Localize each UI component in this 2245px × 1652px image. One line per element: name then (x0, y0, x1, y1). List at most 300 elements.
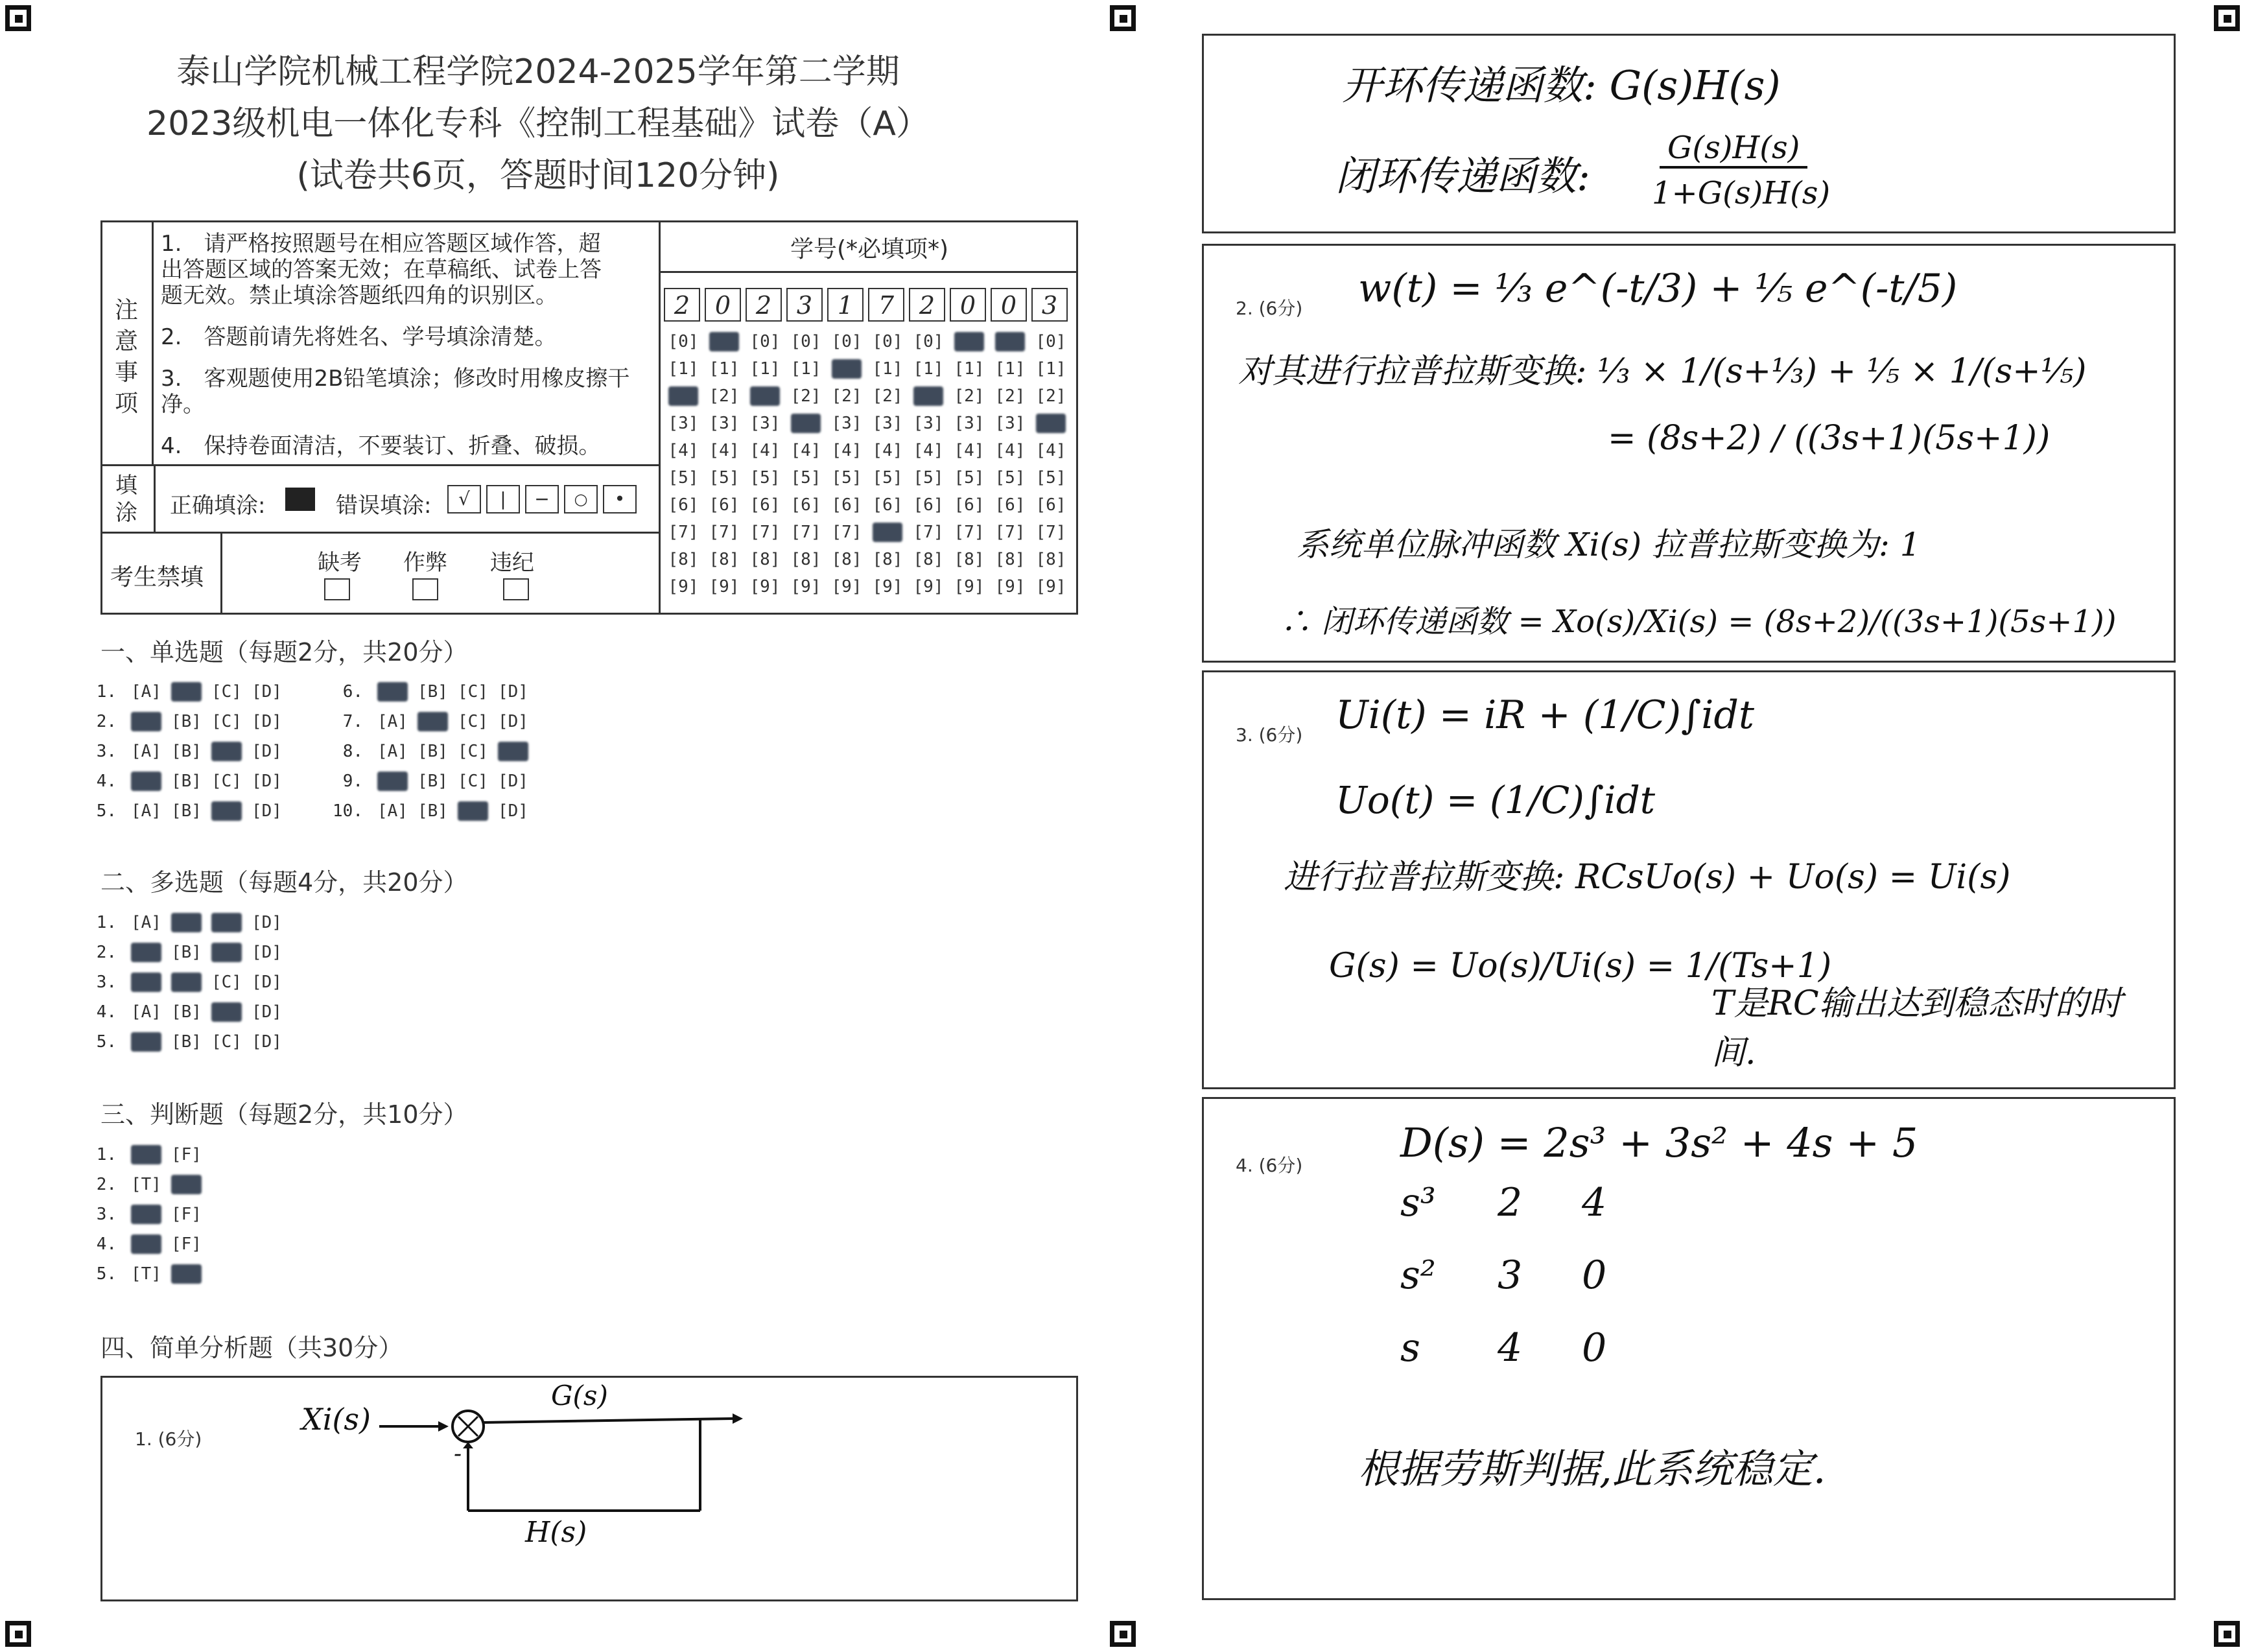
answer-row[interactable] (324, 772, 538, 797)
answer-bubble[interactable]: [C] (458, 772, 488, 791)
q4-score: 4. (6分) (1236, 1155, 1303, 1176)
exam-title-line3: (试卷共6页，答题时间120分钟) (296, 156, 780, 195)
student-id-bubble[interactable]: [1] (790, 359, 821, 379)
q4-conclusion: 根据劳斯判据,此系统稳定. (1358, 1445, 1826, 1493)
student-id-bubble[interactable]: [4] (994, 441, 1026, 460)
filled-bubble (131, 1234, 161, 1254)
answer-bubble[interactable]: [B] (417, 682, 448, 702)
student-id-title: 学号(*必填项*) (790, 236, 949, 263)
student-id-bubble[interactable]: [3] (872, 414, 903, 433)
student-id-bubble[interactable]: [0] (1035, 332, 1066, 351)
filled-bubble (377, 682, 408, 702)
student-id-bubble[interactable]: [7] (954, 523, 985, 542)
answer-bubble[interactable] (377, 682, 417, 702)
student-id-digit: 7 (868, 288, 904, 322)
answer-bubble[interactable] (131, 973, 171, 992)
filled-bubble (954, 332, 985, 351)
student-id-bubble[interactable]: [9] (790, 577, 821, 596)
student-id-bubble[interactable]: [2] (872, 386, 903, 406)
student-id-bubble[interactable] (746, 386, 784, 406)
closed-loop-tf-denominator: 1+G(s)H(s) (1652, 175, 1831, 211)
student-id-bubble[interactable]: [9] (994, 577, 1026, 596)
student-id-bubble[interactable]: [6] (749, 495, 781, 515)
filled-bubble (995, 332, 1026, 351)
student-id-bubble[interactable]: [2] (954, 386, 985, 406)
question-number: 4. (96, 1002, 117, 1022)
answer-bubble[interactable]: [A] (377, 742, 408, 761)
answer-row[interactable] (78, 801, 292, 827)
answer-bubble[interactable] (211, 742, 252, 761)
student-id-bubble[interactable]: [5] (790, 468, 821, 488)
student-id-bubble[interactable]: [1] (709, 359, 740, 379)
answer-bubble[interactable]: [C] (458, 682, 488, 702)
student-id-bubble[interactable]: [2] (790, 386, 821, 406)
student-id-bubble[interactable]: [6] (994, 495, 1026, 515)
answer-row[interactable] (78, 712, 292, 738)
answer-row[interactable] (78, 682, 292, 708)
filled-bubble (131, 943, 161, 962)
student-id-bubble[interactable]: [0] (831, 332, 862, 351)
input-arrowhead (438, 1421, 449, 1432)
corner-mark-top-left (5, 5, 31, 31)
student-id-digit: 0 (705, 288, 741, 322)
student-id-bubble[interactable]: [5] (1035, 468, 1066, 488)
student-id-bubble[interactable]: [9] (913, 577, 944, 596)
student-id-bubble[interactable]: [7] (749, 523, 781, 542)
student-id-bubble[interactable]: [3] (954, 414, 985, 433)
answer-row[interactable] (78, 1264, 211, 1290)
question-number: 7. (342, 712, 363, 731)
q4-characteristic-eq: D(s) = 2s³ + 3s² + 4s + 5 (1400, 1119, 1918, 1166)
student-id-bubble[interactable]: [5] (668, 468, 699, 488)
student-id-bubble[interactable]: [6] (1035, 495, 1066, 515)
student-id-bubble[interactable]: [8] (913, 550, 944, 569)
answer-bubble[interactable]: [C] (211, 772, 242, 791)
student-id-bubble[interactable]: [6] (831, 495, 862, 515)
student-id-bubble[interactable]: [3] (994, 414, 1026, 433)
answer-row[interactable] (78, 1002, 292, 1028)
corner-mark-bottom-center (1110, 1621, 1136, 1647)
answer-row[interactable] (324, 712, 538, 738)
question-number: 1. (96, 1145, 117, 1164)
student-id-bubble[interactable]: [3] (749, 414, 781, 433)
student-id-bubble[interactable] (664, 386, 703, 406)
routh-cell: s² (1400, 1253, 1436, 1298)
answer-bubble[interactable]: [C] (211, 1032, 242, 1052)
answer-bubble[interactable]: [A] (131, 913, 161, 932)
student-id-bubble[interactable]: [2] (831, 386, 862, 406)
student-id-bubble[interactable]: [1] (954, 359, 985, 379)
student-id-bubble[interactable]: [9] (954, 577, 985, 596)
question-number: 4. (96, 772, 117, 791)
q2-line-2: 对其进行拉普拉斯变换: ⅓ × 1/(s+⅓) + ⅕ × 1/(s+⅕) (1238, 352, 2087, 391)
answer-bubble[interactable] (131, 1234, 171, 1254)
answer-bubble[interactable]: [B] (417, 772, 448, 791)
student-id-bubble[interactable]: [9] (668, 577, 699, 596)
answer-bubble[interactable]: [B] (171, 943, 202, 962)
student-id-bubble[interactable] (868, 523, 907, 542)
student-id-bubble[interactable]: [9] (709, 577, 740, 596)
student-id-bubble[interactable]: [7] (913, 523, 944, 542)
student-id-bubble[interactable]: [5] (994, 468, 1026, 488)
student-id-bubble[interactable]: [1] (668, 359, 699, 379)
output-arrowhead (733, 1413, 743, 1424)
filled-bubble (131, 712, 161, 731)
answer-bubble[interactable] (131, 772, 171, 791)
exam-title-line1: 泰山学院机械工程学院2024-2025学年第二学期 (176, 53, 900, 91)
answer-bubble[interactable]: [D] (252, 772, 282, 791)
answer-bubble[interactable] (211, 1002, 252, 1022)
wrong-mark-check: √ (447, 485, 481, 513)
student-id-bubble[interactable] (786, 414, 825, 433)
student-id-bubble[interactable]: [4] (831, 441, 862, 460)
filled-bubble (211, 801, 242, 821)
answer-bubble[interactable]: [D] (252, 913, 282, 932)
filled-bubble (131, 1145, 161, 1164)
student-id-bubble[interactable]: [8] (954, 550, 985, 569)
diagram-forward-label: G(s) (551, 1380, 608, 1411)
filled-bubble (377, 772, 408, 791)
answer-bubble[interactable]: [B] (171, 742, 202, 761)
student-id-bubble[interactable] (909, 386, 948, 406)
student-id-bubble[interactable]: [6] (872, 495, 903, 515)
answer-bubble[interactable]: [C] (211, 682, 242, 702)
violation-label: 违纪 (490, 550, 534, 576)
routh-cell: s³ (1400, 1180, 1436, 1225)
student-id-bubble[interactable]: [5] (709, 468, 740, 488)
answer-row[interactable] (78, 943, 292, 969)
answer-bubble[interactable]: [T] (131, 1175, 161, 1194)
filled-bubble (458, 801, 488, 821)
answer-bubble[interactable]: [D] (498, 801, 528, 821)
answer-row[interactable] (78, 1175, 211, 1201)
answer-bubble[interactable] (171, 913, 211, 932)
filled-bubble (417, 712, 448, 731)
routh-cell: 4 (1582, 1180, 1607, 1225)
student-id-bubble[interactable]: [9] (1035, 577, 1066, 596)
answer-bubble[interactable]: [B] (171, 1032, 202, 1052)
student-id-bubble[interactable]: [7] (709, 523, 740, 542)
q2-line-1: w(t) = ⅓ e^(-t/3) + ⅕ e^(-t/5) (1358, 266, 1958, 311)
student-id-bubble[interactable]: [8] (872, 550, 903, 569)
question-number: 5. (96, 1032, 117, 1052)
answer-row[interactable] (324, 742, 538, 768)
student-id-digit: 2 (746, 288, 782, 322)
filled-bubble (832, 359, 862, 379)
diagram-input-label: Xi(s) (301, 1402, 371, 1437)
student-id-bubble[interactable]: [6] (954, 495, 985, 515)
student-id-bubble[interactable]: [7] (668, 523, 699, 542)
student-id-bubble[interactable]: [8] (668, 550, 699, 569)
filled-bubble (498, 742, 528, 761)
filled-bubble (211, 943, 242, 962)
answer-bubble[interactable]: [D] (252, 1002, 282, 1022)
answer-bubble[interactable] (211, 913, 252, 932)
answer-row[interactable] (78, 1234, 211, 1260)
answer-bubble[interactable]: [D] (252, 801, 282, 821)
notice-item-1: 1. 请严格按照题号在相应答题区域作答，超出答题区域的答案无效；在草稿纸、试卷上答题无效。禁止填涂答题纸四角的识别区。 (161, 231, 602, 309)
filled-bubble (131, 973, 161, 992)
answer-row[interactable] (78, 913, 292, 939)
answer-bubble[interactable]: [D] (252, 742, 282, 761)
student-id-bubble[interactable]: [0] (668, 332, 699, 351)
student-id-bubble[interactable]: [4] (954, 441, 985, 460)
filled-bubble (791, 414, 821, 433)
student-id-bubble[interactable]: [2] (709, 386, 740, 406)
answer-bubble[interactable] (171, 682, 211, 702)
student-id-bubble[interactable]: [8] (749, 550, 781, 569)
student-id-bubble[interactable]: [0] (790, 332, 821, 351)
student-id-bubble[interactable]: [9] (872, 577, 903, 596)
answer-row[interactable] (324, 801, 538, 827)
student-id-bubble[interactable] (991, 332, 1029, 351)
answer-bubble[interactable]: [D] (498, 712, 528, 731)
student-id-bubble[interactable]: [3] (709, 414, 740, 433)
answer-bubble[interactable]: [B] (171, 772, 202, 791)
answer-bubble[interactable]: [D] (498, 682, 528, 702)
student-id-bubble[interactable]: [0] (872, 332, 903, 351)
student-id-bubble[interactable]: [4] (790, 441, 821, 460)
student-id-bubble[interactable]: [9] (749, 577, 781, 596)
answer-bubble[interactable]: [D] (252, 682, 282, 702)
student-id-bubble[interactable]: [4] (872, 441, 903, 460)
student-id-bubble[interactable]: [3] (831, 414, 862, 433)
closed-loop-tf-numerator: G(s)H(s) (1660, 130, 1807, 169)
student-id-digit: 3 (1031, 288, 1068, 322)
filled-bubble (750, 386, 781, 406)
answer-bubble[interactable]: [B] (417, 801, 448, 821)
filled-bubble (913, 386, 944, 406)
student-id-digit: 2 (664, 288, 700, 322)
correct-fill-label: 正确填涂: (170, 493, 266, 519)
q3-line-2: Uo(t) = (1/C)∫idt (1335, 778, 1656, 822)
student-id-bubble[interactable]: [2] (994, 386, 1026, 406)
filled-bubble (211, 742, 242, 761)
answer-bubble[interactable] (171, 1175, 211, 1194)
wrong-mark-bar: | (486, 485, 520, 513)
student-id-bubble[interactable]: [8] (994, 550, 1026, 569)
answer-bubble[interactable] (498, 742, 538, 761)
filled-bubble (171, 682, 202, 702)
student-id-bubble[interactable]: [7] (994, 523, 1026, 542)
answer-bubble[interactable]: [F] (171, 1205, 202, 1224)
routh-cell: 0 (1582, 1253, 1607, 1298)
student-id-bubble[interactable]: [4] (913, 441, 944, 460)
student-id-bubble[interactable]: [0] (913, 332, 944, 351)
student-id-bubble[interactable] (827, 359, 866, 379)
answer-bubble[interactable]: [A] (131, 801, 161, 821)
answer-bubble[interactable]: [D] (252, 712, 282, 731)
filled-bubble (211, 1002, 242, 1022)
student-id-bubble[interactable]: [5] (749, 468, 781, 488)
answer-bubble[interactable]: [B] (171, 1002, 202, 1022)
answer-bubble[interactable]: [B] (171, 801, 202, 821)
answer-row[interactable] (78, 1205, 211, 1231)
answer-row[interactable] (78, 1145, 211, 1171)
question-number: 1. (96, 913, 117, 932)
absent-label: 缺考 (318, 550, 362, 576)
answer-bubble[interactable] (131, 1205, 171, 1224)
student-id-bubble[interactable]: [8] (831, 550, 862, 569)
answer-bubble[interactable] (377, 772, 417, 791)
q2-score: 2. (6分) (1236, 298, 1303, 319)
answer-row[interactable] (78, 742, 292, 768)
answer-bubble[interactable]: [B] (171, 712, 202, 731)
question-number: 3. (96, 973, 117, 992)
answer-row[interactable] (324, 682, 538, 708)
answer-bubble[interactable] (171, 1264, 211, 1284)
filled-bubble (709, 332, 740, 351)
answer-bubble[interactable]: [A] (377, 712, 408, 731)
student-id-bubble[interactable]: [4] (749, 441, 781, 460)
student-id-grid[interactable] (664, 288, 1079, 612)
student-id-bubble[interactable] (705, 332, 744, 351)
filled-bubble (171, 1264, 202, 1284)
wrong-mark-circle: ○ (564, 485, 598, 513)
question-number: 6. (342, 682, 363, 702)
q3-line-4: G(s) = Uo(s)/Ui(s) = 1/(Ts+1) (1329, 947, 1832, 985)
wrong-mark-dot: • (603, 485, 637, 513)
student-id-bubble[interactable]: [1] (872, 359, 903, 379)
answer-bubble[interactable]: [T] (131, 1264, 161, 1284)
filled-bubble (131, 772, 161, 791)
answer-box-q4[interactable] (1202, 1097, 2176, 1600)
wrong-fill-label: 错误填涂: (336, 493, 432, 519)
student-id-bubble[interactable]: [3] (668, 414, 699, 433)
section3-title: 三、判断题（每题2分，共10分） (100, 1100, 468, 1129)
student-id-bubble[interactable]: [4] (668, 441, 699, 460)
q2-line-5: ∴ 闭环传递函数 = Xo(s)/Xi(s) = (8s+2)/((3s+1)(5s+1)) (1280, 604, 2117, 640)
question-number: 8. (342, 742, 363, 761)
q1-score: 1. (6分) (135, 1428, 202, 1450)
answer-bubble[interactable] (417, 712, 458, 731)
answer-bubble[interactable]: [A] (377, 801, 408, 821)
q3-line-1: Ui(t) = iR + (1/C)∫idt (1335, 692, 1754, 738)
student-id-bubble[interactable] (1031, 414, 1070, 433)
notice-item-3: 3. 客观题使用2B铅笔填涂；修改时用橡皮擦干净。 (161, 366, 630, 418)
section4-title: 四、简单分析题（共30分） (100, 1334, 403, 1362)
student-id-bubble[interactable]: [5] (954, 468, 985, 488)
student-id-bubble[interactable]: [5] (831, 468, 862, 488)
answer-bubble[interactable]: [D] (498, 772, 528, 791)
student-id-bubble[interactable]: [3] (913, 414, 944, 433)
answer-bubble[interactable]: [A] (131, 1002, 161, 1022)
student-id-digit: 2 (909, 288, 945, 322)
notice-item-2: 2. 答题前请先将姓名、学号填涂清楚。 (161, 324, 557, 350)
routh-cell: 0 (1582, 1325, 1607, 1371)
question-number: 5. (96, 1264, 117, 1284)
answer-bubble[interactable]: [D] (252, 943, 282, 962)
student-id-bubble[interactable]: [5] (913, 468, 944, 488)
student-id-bubble[interactable]: [6] (913, 495, 944, 515)
question-number: 2. (96, 943, 117, 962)
filled-bubble (873, 523, 903, 542)
answer-bubble[interactable] (211, 943, 252, 962)
student-id-bubble[interactable]: [1] (994, 359, 1026, 379)
student-id-bubble[interactable]: [7] (790, 523, 821, 542)
filled-bubble (211, 913, 242, 932)
student-id-bubble[interactable]: [8] (709, 550, 740, 569)
student-id-bubble[interactable]: [7] (831, 523, 862, 542)
notice-label: 注意事项 (114, 297, 138, 417)
q3-score: 3. (6分) (1236, 724, 1303, 746)
corner-mark-bottom-right (2214, 1621, 2240, 1647)
answer-bubble[interactable] (131, 1145, 171, 1164)
question-number: 9. (342, 772, 363, 791)
answer-bubble[interactable]: [C] (211, 712, 242, 731)
student-id-bubble[interactable]: [5] (872, 468, 903, 488)
student-id-bubble[interactable]: [1] (913, 359, 944, 379)
absent-checkbox[interactable] (324, 578, 350, 600)
answer-bubble[interactable]: [C] (211, 973, 242, 992)
question-number: 3. (96, 1205, 117, 1224)
question-number: 1. (96, 682, 117, 702)
student-id-bubble[interactable]: [6] (790, 495, 821, 515)
answer-bubble[interactable]: [F] (171, 1234, 202, 1254)
answer-bubble[interactable]: [A] (131, 742, 161, 761)
answer-row[interactable] (78, 1032, 292, 1058)
student-id-bubble[interactable]: [9] (831, 577, 862, 596)
answer-row[interactable] (78, 772, 292, 797)
answer-bubble[interactable]: [C] (458, 742, 488, 761)
student-id-bubble[interactable]: [6] (709, 495, 740, 515)
student-id-bubble[interactable]: [8] (1035, 550, 1066, 569)
question-number: 2. (96, 1175, 117, 1194)
answer-bubble[interactable] (131, 712, 171, 731)
filled-bubble (171, 1175, 202, 1194)
q3-line-5: T是RC输出达到稳态时的时间. (1711, 984, 2122, 1072)
student-id-bubble[interactable] (950, 332, 989, 351)
answer-bubble[interactable] (458, 801, 498, 821)
cheat-checkbox[interactable] (412, 578, 438, 600)
diagram-minus-sign: - (454, 1441, 462, 1467)
corner-mark-top-center (1110, 5, 1136, 31)
answer-bubble[interactable]: [D] (252, 973, 282, 992)
q2-line-3: = (8s+2) / ((3s+1)(5s+1)) (1608, 419, 2051, 458)
answer-bubble[interactable]: [B] (417, 742, 448, 761)
answer-bubble[interactable]: [F] (171, 1145, 202, 1164)
student-id-bubble[interactable]: [6] (668, 495, 699, 515)
student-id-bubble[interactable]: [2] (1035, 386, 1066, 406)
answer-bubble[interactable]: [D] (252, 1032, 282, 1052)
violation-checkbox[interactable] (503, 578, 529, 600)
forward-path (484, 1419, 733, 1422)
feedback-arrowhead (463, 1442, 473, 1448)
student-id-bubble[interactable]: [4] (709, 441, 740, 460)
student-id-digit: 3 (786, 288, 823, 322)
answer-bubble[interactable] (171, 973, 211, 992)
answer-bubble[interactable] (131, 1032, 171, 1052)
student-id-bubble[interactable]: [1] (749, 359, 781, 379)
cheat-label: 作弊 (403, 550, 447, 576)
answer-bubble[interactable]: [A] (131, 682, 161, 702)
answer-bubble[interactable] (131, 943, 171, 962)
student-id-bubble[interactable]: [1] (1035, 359, 1066, 379)
student-id-bubble[interactable]: [0] (749, 332, 781, 351)
corner-mark-bottom-left (5, 1621, 31, 1647)
student-id-bubble[interactable]: [4] (1035, 441, 1066, 460)
student-id-bubble[interactable]: [8] (790, 550, 821, 569)
student-id-digit: 0 (991, 288, 1027, 322)
answer-bubble[interactable] (211, 801, 252, 821)
exam-title-line2: 2023级机电一体化专科《控制工程基础》试卷（A） (147, 104, 930, 143)
q3-line-3: 进行拉普拉斯变换: RCsUo(s) + Uo(s) = Ui(s) (1284, 858, 2011, 897)
answer-row[interactable] (78, 973, 292, 998)
student-id-bubble[interactable]: [7] (1035, 523, 1066, 542)
student-id-digit: 0 (950, 288, 986, 322)
answer-bubble[interactable]: [C] (458, 712, 488, 731)
filled-bubble (131, 1032, 161, 1052)
